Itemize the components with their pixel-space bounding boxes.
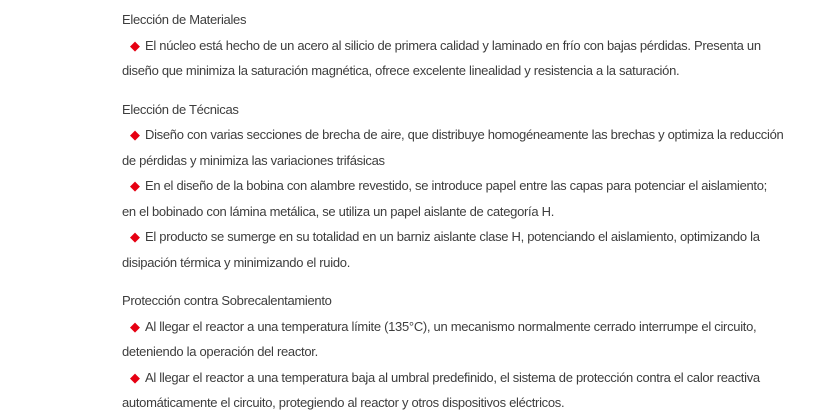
paragraph-line [122,365,840,391]
paragraph-text: Al llegar el reactor a una temperatura baja al umbral predefinido, el sistema de protección contra el calor reactiva [145,369,760,385]
paragraph-line: deteniendo la operación del reactor. [122,344,318,359]
paragraph-line: en el bobinado con lámina metálica, se utiliza un papel aislante de categoría H. [122,203,555,219]
paragraph-text: El producto se sumerge en su totalidad en un barniz aislante clase H, potenciando el aislamiento, optimizando la [145,229,760,244]
paragraph-line: diseño que minimiza la saturación magnética, ofrece excelente linealidad y resistencia a la saturación. [122,63,680,78]
diamond-bullet-icon: ◆ [130,37,140,53]
paragraph-line [122,122,840,148]
diamond-bullet-icon: ◆ [130,178,140,193]
paragraph-line [122,173,840,199]
diamond-bullet-icon: ◆ [130,318,140,334]
paragraph-text: Diseño con varias secciones de brecha de aire, que distribuye homogéneamente las brechas y optimiza la reducción [145,127,784,142]
paragraph-text: Al llegar el reactor a una temperatura límite (135°C), un mecanismo normalmente cerrado interrumpe el circuito, [145,318,757,334]
section-title: Elección de Materiales [122,12,247,27]
bullet-paragraph [122,365,840,416]
diamond-bullet-icon: ◆ [130,229,140,244]
paragraph-line: de pérdidas y minimiza las variaciones trifásicas [122,152,385,168]
diamond-bullet-icon: ◆ [130,369,140,385]
bullet-paragraph [122,314,840,365]
section-overheat-protection [122,288,840,416]
paragraph-line [122,314,840,340]
paragraph-line [122,33,840,59]
paragraph-line: automáticamente el circuito, protegiendo al reactor y otros dispositivos eléctricos. [122,395,565,410]
paragraph-text: En el diseño de la bobina con alambre revestido, se introduce papel entre las capas para potenciar el aislamiento; [145,178,767,193]
paragraph-text: El núcleo está hecho de un acero al silicio de primera calidad y laminado en frío con bajas pérdidas. Presenta un [145,37,761,53]
bullet-paragraph [122,122,840,173]
diamond-bullet-icon: ◆ [130,127,140,142]
section-materials [122,7,840,84]
bullet-paragraph [122,173,840,224]
paragraph-line: disipación térmica y minimizando el ruido. [122,254,351,270]
section-techniques [122,97,840,276]
section-title: Elección de Técnicas [122,101,239,117]
bullet-paragraph [122,224,840,275]
section-title: Protección contra Sobrecalentamiento [122,293,332,308]
bullet-paragraph [122,33,840,84]
paragraph-line [122,224,840,250]
